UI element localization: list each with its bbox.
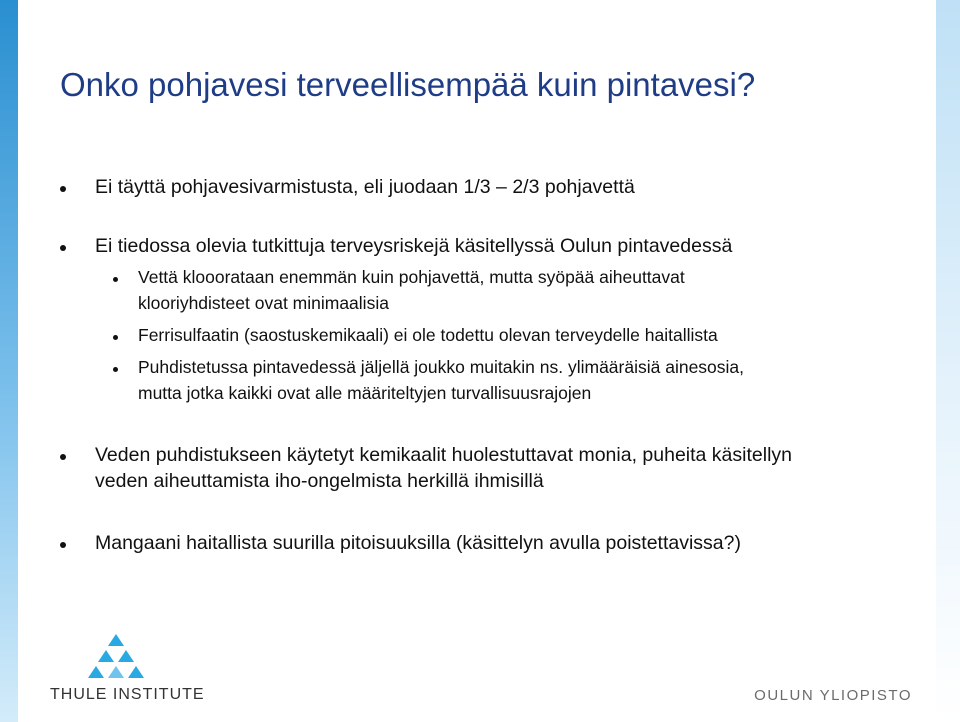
bullet-3-line-1: Veden puhdistukseen käytetyt kemikaalit huolestuttavat monia, puheita käsitellyn [95, 444, 793, 466]
bullet-3-line-2: veden aiheuttamista iho-ongelmista herkillä ihmisillä [95, 470, 544, 492]
sub-bullet-marker [113, 335, 118, 340]
oulun-yliopisto-logo-text: OULUN YLIOPISTO [754, 687, 912, 704]
sub-bullet-3-line-1: Puhdistetussa pintavedessä jäljellä joukko muitakin ns. ylimääräisiä ainesosia, [138, 357, 745, 377]
bullet-marker [60, 542, 66, 548]
sub-bullet-3-line-2: mutta jotka kaikki ovat alle määriteltyjen turvallisuusrajojen [138, 383, 592, 403]
bullet-4-text: Mangaani haitallista suurilla pitoisuuksilla (käsittelyn avulla poistettavissa?) [95, 532, 741, 554]
right-decorative-bar [936, 0, 960, 722]
bullet-1-text: Ei täyttä pohjavesivarmistusta, eli juodaan 1/3 – 2/3 pohjavettä [95, 176, 635, 198]
sub-bullet-1-line-1: Vettä klooorataan enemmän kuin pohjavettä, mutta syöpää aiheuttavat [138, 267, 685, 287]
bullet-marker [60, 186, 66, 192]
sub-bullet-marker [113, 367, 118, 372]
sub-bullet-marker [113, 277, 118, 282]
bullet-marker [60, 245, 66, 251]
bullet-2-text: Ei tiedossa olevia tutkittuja terveysriskejä käsitellyssä Oulun pintavedessä [95, 235, 733, 257]
thule-triangles-icon [82, 634, 150, 680]
thule-institute-logo-text: THULE INSTITUTE [50, 686, 205, 703]
sub-bullet-2-text: Ferrisulfaatin (saostuskemikaali) ei ole todettu olevan terveydelle haitallista [138, 325, 718, 345]
left-decorative-bar [0, 0, 18, 722]
bullet-marker [60, 454, 66, 460]
sub-bullet-1-line-2: klooriyhdisteet ovat minimaalisia [138, 293, 389, 313]
slide-title: Onko pohjavesi terveellisempää kuin pintavesi? [60, 66, 756, 103]
